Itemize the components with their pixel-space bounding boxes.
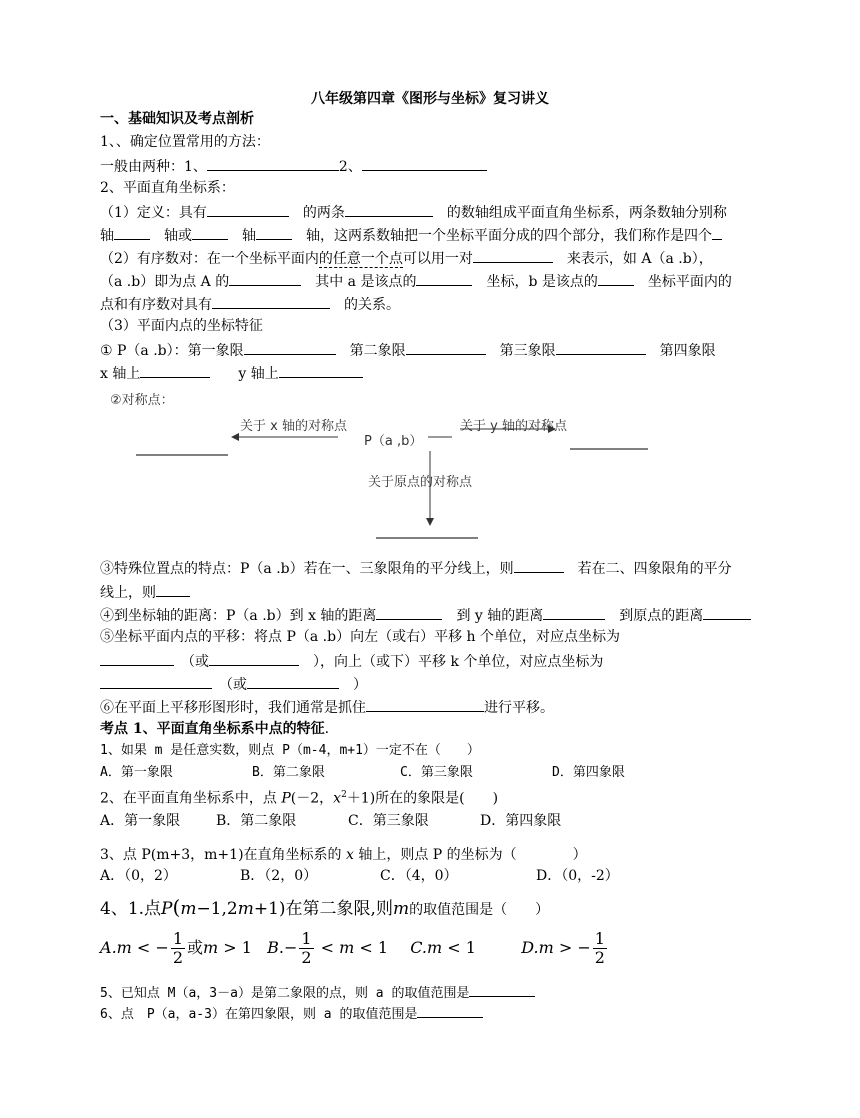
line-14: ④到坐标轴的距离：P（a .b）到 x 轴的距离 到 y 轴的距离 到原点的距离 bbox=[100, 605, 751, 625]
blank[interactable] bbox=[192, 225, 228, 240]
blank[interactable] bbox=[212, 294, 330, 309]
option-d[interactable]: D．第四象限 bbox=[480, 813, 562, 829]
line-11: x 轴上 y 轴上 bbox=[100, 363, 363, 383]
page-title: 八年级第四章《图形与坐标》复习讲义 bbox=[311, 91, 549, 107]
symmetry-diagram-graphic bbox=[100, 385, 760, 545]
line-8: 点和有序数对具有 的关系。 bbox=[100, 294, 400, 314]
blank[interactable] bbox=[156, 582, 190, 597]
question-4: 4、1.点P(m−1,2m+1)在第二象限,则m的取值范围是（ ） bbox=[100, 895, 550, 919]
blank[interactable] bbox=[712, 225, 722, 240]
option-a[interactable]: A.m < − $\frac{1}{2}$ 或m > 1 bbox=[100, 929, 252, 967]
blank[interactable] bbox=[100, 674, 212, 689]
blank[interactable] bbox=[140, 363, 210, 378]
option-c[interactable]: C．第三象限 bbox=[400, 765, 473, 780]
blank[interactable] bbox=[229, 271, 301, 286]
line-5: 轴 轴或 轴 轴，这两系数轴把一个坐标平面分成的四个部分，我们称作是四个 bbox=[100, 225, 722, 245]
blank[interactable] bbox=[244, 340, 336, 355]
blank[interactable] bbox=[247, 674, 339, 689]
line-16: （或 ），向上（或下）平移 k 个单位，对应点坐标为 bbox=[100, 651, 603, 671]
question-2: 2、在平面直角坐标系中，点 P(－2，$x^2+1$)所在的象限是( ) bbox=[100, 790, 499, 807]
blank[interactable] bbox=[416, 271, 472, 286]
line-6: （2）有序数对：在一个坐标平面内的任意一个点可以用一对 来表示，如 A（a .b）， bbox=[100, 248, 713, 268]
option-c[interactable]: C．第三象限 bbox=[348, 813, 429, 829]
option-d[interactable]: D．第四象限 bbox=[552, 765, 625, 780]
question-2-options bbox=[100, 812, 561, 830]
line-17: （或 ） bbox=[100, 674, 367, 694]
blank[interactable] bbox=[376, 605, 442, 620]
option-c[interactable]: C.m < 1 bbox=[410, 938, 476, 957]
blank[interactable] bbox=[406, 340, 486, 355]
origin-symmetry-label: 关于原点的对称点 bbox=[368, 475, 473, 490]
symmetry-heading: ②对称点： bbox=[110, 393, 174, 408]
question-1-options bbox=[100, 764, 625, 782]
blank[interactable] bbox=[209, 651, 299, 666]
option-b[interactable]: B．（2，0） bbox=[240, 868, 318, 884]
blank[interactable] bbox=[114, 225, 150, 240]
option-c[interactable]: C．（4，0） bbox=[380, 868, 458, 884]
section-heading: 一、基础知识及考点剖析 bbox=[100, 111, 254, 127]
option-b[interactable]: B．第二象限 bbox=[216, 813, 297, 829]
line-12: ③特殊位置点的特点：P（a .b）若在一、三象限角的平分线上，则 若在二、四象限角的平分 bbox=[100, 558, 732, 578]
x-symmetry-label: 关于 x 轴的对称点 bbox=[240, 419, 347, 434]
line-18: ⑥在平面上平移形图形时，我们通常是抓住 进行平移。 bbox=[100, 697, 554, 717]
blank[interactable] bbox=[279, 363, 363, 378]
blank[interactable] bbox=[598, 271, 634, 286]
symmetry-diagram bbox=[100, 385, 760, 545]
option-d[interactable]: D．（0，-2） bbox=[536, 868, 619, 884]
blank[interactable] bbox=[543, 605, 605, 620]
keypoint-1-heading: 考点 1、平面直角坐标系中点的特征. bbox=[100, 721, 330, 737]
question-5: 5、已知点 M（a，3－a）是第二象限的点，则 a 的取值范围是 bbox=[100, 982, 535, 1003]
blank[interactable] bbox=[207, 202, 289, 217]
blank[interactable] bbox=[703, 605, 751, 620]
question-4-options bbox=[100, 930, 609, 967]
question-1: 1、如果 m 是任意实数，则点 P（m-4，m+1）一定不在（ ） bbox=[100, 743, 480, 758]
blank[interactable] bbox=[207, 156, 339, 171]
blank[interactable] bbox=[362, 156, 487, 171]
question-6: 6、点 P（a，a-3）在第四象限，则 a 的取值范围是 bbox=[100, 1003, 483, 1024]
option-b[interactable]: B．第二象限 bbox=[252, 765, 325, 780]
question-3-options bbox=[100, 867, 619, 885]
line-10: ① P（a .b）：第一象限 第二象限 第三象限 第四象限 bbox=[100, 340, 716, 360]
line-3: 2、平面直角坐标系： bbox=[100, 180, 235, 196]
blank[interactable] bbox=[345, 202, 433, 217]
option-a[interactable]: A．（0，2） bbox=[100, 868, 177, 884]
y-symmetry-label: 关于 y 轴的对称点 bbox=[460, 419, 567, 434]
line-13: 线上，则 bbox=[100, 582, 190, 602]
line-1: 1、、确定位置常用的方法： bbox=[100, 134, 270, 150]
line-15: ⑤坐标平面内点的平移：将点 P（a .b）向左（或右）平移 h 个单位，对应点坐标为 bbox=[100, 629, 620, 645]
blank[interactable] bbox=[514, 558, 564, 573]
point-p-label: P（a ,b） bbox=[364, 434, 423, 449]
blank[interactable] bbox=[556, 340, 646, 355]
line-2: 一般由两种：1、 2、 bbox=[100, 156, 487, 176]
question-3: 3、点 P(m+3，m+1)在直角坐标系的 x 轴上，则点 P 的坐标为（ ） bbox=[100, 847, 587, 863]
blank[interactable] bbox=[469, 982, 535, 997]
line-9: （3）平面内点的坐标特征 bbox=[100, 318, 263, 334]
blank[interactable] bbox=[256, 225, 292, 240]
blank[interactable] bbox=[366, 697, 484, 712]
option-b[interactable]: B.− $\frac{1}{2}$ < m < 1 bbox=[267, 929, 389, 967]
line-7: （a .b）即为点 A 的 其中 a 是该点的 坐标，b 是该点的 坐标平面内的 bbox=[100, 271, 732, 291]
blank[interactable] bbox=[473, 248, 553, 263]
blank[interactable] bbox=[100, 651, 174, 666]
option-d[interactable]: D.m > − $\frac{1}{2}$ bbox=[521, 929, 605, 967]
option-a[interactable]: A．第一象限 bbox=[100, 765, 173, 780]
option-a[interactable]: A．第一象限 bbox=[100, 813, 181, 829]
blank[interactable] bbox=[417, 1003, 483, 1018]
line-4: （1）定义：具有 的两条 的数轴组成平面直角坐标系，两条数轴分别称 bbox=[100, 202, 727, 222]
